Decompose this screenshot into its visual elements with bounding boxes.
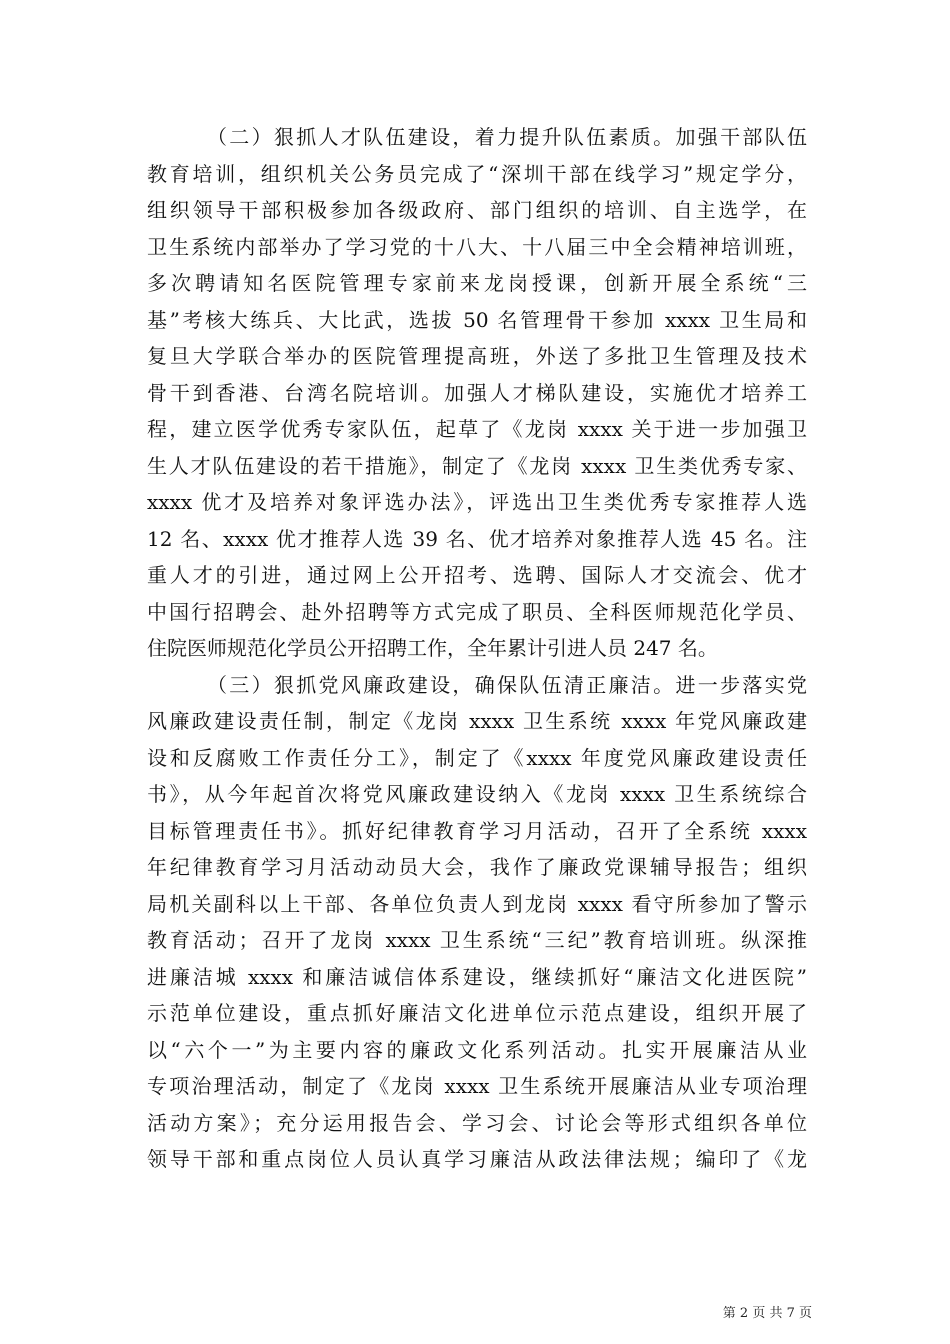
paragraph-3-line-8: 教育活动；召开了龙岗 xxxx 卫生系统“三纪”教育培训班。纵深推 [147, 928, 807, 952]
paragraph-2-line-4: 卫生系统内部举办了学习党的十八大、十八届三中全会精神培训班， [147, 234, 807, 259]
paragraph-3-line-9: 进廉洁城 xxxx 和廉洁诚信体系建设，继续抓好“廉洁文化进医院” [147, 964, 807, 989]
paragraph-2-line-9: 程，建立医学优秀专家队伍，起草了《龙岗 xxxx 关于进一步加强卫 [147, 417, 807, 441]
document-body [147, 119, 807, 1178]
paragraph-3-line-7: 局机关副科以上干部、各单位负责人到龙岗 xxxx 看守所参加了警示 [147, 891, 807, 916]
paragraph-2-line-3: 组织领导干部积极参加各级政府、部门组织的培训、自主选学，在 [147, 198, 807, 222]
paragraph-2-line-15: 住院医师规范化学员公开招聘工作，全年累计引进人员 247 名。 [147, 636, 718, 660]
paragraph-3-line-10: 示范单位建设，重点抓好廉洁文化进单位示范点建设，组织开展了 [147, 1001, 807, 1025]
paragraph-2-line-6: 基”考核大练兵、大比武，选拔 50 名管理骨干参加 xxxx 卫生局和 [147, 307, 807, 332]
paragraph-2-line-12: 12 名、xxxx 优才推荐人选 39 名、优才培养对象推荐人选 45 名。注 [147, 526, 807, 551]
paragraph-3-line-2: 风廉政建设责任制，制定《龙岗 xxxx 卫生系统 xxxx 年党风廉政建 [147, 709, 807, 733]
paragraph-3-line-12: 专项治理活动，制定了《龙岗 xxxx 卫生系统开展廉洁从业专项治理 [147, 1074, 807, 1098]
paragraph-2-line-2: 教育培训，组织机关公务员完成了“深圳干部在线学习”规定学分， [147, 161, 807, 186]
paragraph-2-line-14: 中国行招聘会、赴外招聘等方式完成了职员、全科医师规范化学员、 [147, 599, 807, 624]
paragraph-2-line-11: xxxx 优才及培养对象评选办法》，评选出卫生类优秀专家推荐人选 [147, 490, 807, 514]
paragraph-3-line-4: 书》，从今年起首次将党风廉政建设纳入《龙岗 xxxx 卫生系统综合 [147, 782, 807, 806]
paragraph-3-line-5: 目标管理责任书》。抓好纪律教育学习月活动，召开了全系统 xxxx [147, 818, 807, 843]
paragraph-3-line-13: 活动方案》；充分运用报告会、学习会、讨论会等形式组织各单位 [147, 1110, 807, 1135]
paragraph-2-line-13: 重人才的引进，通过网上公开招考、选聘、国际人才交流会、优才 [147, 563, 807, 587]
paragraph-3-line-6: 年纪律教育学习月活动动员大会，我作了廉政党课辅导报告；组织 [147, 855, 807, 879]
page-number-footer: 第 2 页 共 7 页 [722, 1306, 812, 1321]
paragraph-2-line-7: 复旦大学联合举办的医院管理提高班，外送了多批卫生管理及技术 [147, 344, 807, 368]
paragraph-3-line-1: （三）狠抓党风廉政建设，确保队伍清正廉洁。进一步落实党 [207, 672, 807, 697]
paragraph-3-line-3: 设和反腐败工作责任分工》，制定了《xxxx 年度党风廉政建设责任 [147, 745, 807, 770]
paragraph-3-line-14: 领导干部和重点岗位人员认真学习廉洁从政法律法规；编印了《龙 [147, 1147, 807, 1171]
paragraph-3-line-11: 以“六个一”为主要内容的廉政文化系列活动。扎实开展廉洁从业 [147, 1037, 807, 1062]
paragraph-2-line-8: 骨干到香港、台湾名院培训。加强人才梯队建设，实施优才培养工 [147, 380, 807, 405]
paragraph-2-line-10: 生人才队伍建设的若干措施》，制定了《龙岗 xxxx 卫生类优秀专家、 [147, 453, 807, 478]
paragraph-2-line-1: （二）狠抓人才队伍建设，着力提升队伍素质。加强干部队伍 [207, 125, 807, 149]
paragraph-2-line-5: 多次聘请知名医院管理专家前来龙岗授课，创新开展全系统“三 [147, 271, 807, 295]
